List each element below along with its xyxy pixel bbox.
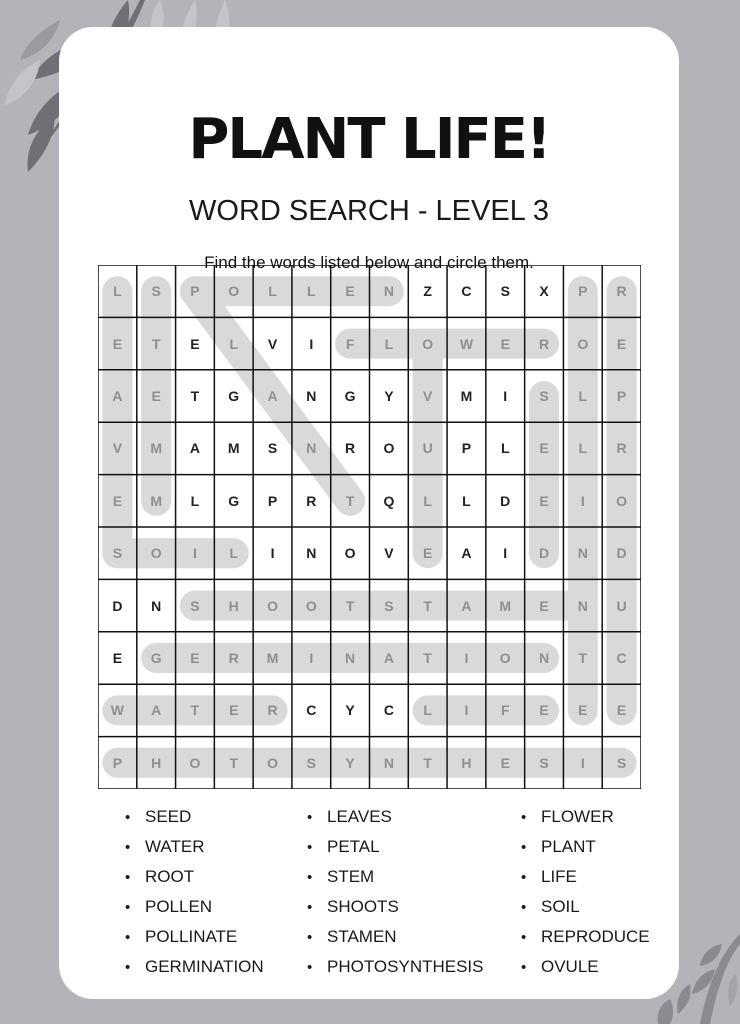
- grid-letter-cell[interactable]: M: [150, 492, 162, 509]
- grid-letter-cell[interactable]: A: [267, 387, 278, 404]
- grid-letter-cell[interactable]: S: [151, 283, 161, 300]
- grid-letter-cell[interactable]: R: [228, 649, 239, 666]
- grid-letter-cell[interactable]: T: [423, 649, 432, 666]
- grid-letter-cell[interactable]: O: [383, 440, 395, 457]
- grid-letter-cell[interactable]: D: [112, 597, 123, 614]
- grid-letter-cell[interactable]: O: [267, 597, 278, 614]
- grid-letter-cell[interactable]: E: [500, 335, 510, 352]
- grid-letter-cell[interactable]: I: [464, 702, 469, 719]
- grid-letter-cell[interactable]: D: [500, 492, 511, 509]
- grid-letter-cell[interactable]: E: [151, 387, 161, 404]
- letter-grid: [98, 265, 641, 789]
- grid-letter-cell[interactable]: N: [383, 754, 394, 771]
- list-item: • OVULE: [521, 957, 599, 976]
- grid-letter-cell[interactable]: F: [500, 702, 510, 719]
- grid-letter-cell[interactable]: G: [228, 387, 240, 404]
- list-item: • POLLINATE: [125, 927, 238, 946]
- grid-letter-cell[interactable]: O: [305, 597, 317, 614]
- grid-letter-cell[interactable]: L: [113, 283, 122, 300]
- grid-letter-cell[interactable]: E: [539, 702, 549, 719]
- grid-letter-cell[interactable]: P: [190, 283, 200, 300]
- grid-letter-cell[interactable]: R: [616, 440, 627, 457]
- grid-letter-cell[interactable]: S: [190, 597, 200, 614]
- grid-letter-cell[interactable]: S: [539, 387, 549, 404]
- grid-letter-cell[interactable]: C: [306, 702, 317, 719]
- grid-letter-cell[interactable]: L: [229, 335, 239, 352]
- grid-letter-cell[interactable]: L: [268, 283, 277, 300]
- grid-letter-cell[interactable]: I: [580, 492, 585, 509]
- word-list-column-2: [307, 805, 484, 985]
- list-item: • POLLEN: [125, 897, 213, 916]
- grid-letter-cell[interactable]: T: [229, 754, 239, 771]
- list-item: • PHOTOSYNTHESIS: [307, 957, 484, 976]
- grid-letter-cell[interactable]: E: [578, 702, 588, 719]
- grid-letter-cell[interactable]: V: [423, 387, 433, 404]
- grid-letter-cell[interactable]: A: [383, 649, 394, 666]
- grid-letter-cell[interactable]: V: [267, 335, 278, 352]
- list-item: • GERMINATION: [125, 957, 264, 976]
- grid-letter-cell[interactable]: L: [500, 440, 510, 457]
- list-item: • SOIL: [521, 897, 580, 916]
- grid-letter-cell[interactable]: O: [344, 545, 356, 562]
- grid-letter-cell[interactable]: L: [578, 440, 588, 457]
- instructions-text: Find the words listed below and circle them.: [204, 253, 534, 272]
- grid-letter-cell[interactable]: L: [307, 283, 316, 300]
- word-list: [125, 805, 665, 985]
- grid-letter-cell[interactable]: O: [267, 754, 278, 771]
- grid-letter-cell[interactable]: L: [229, 545, 239, 562]
- grid-letter-cell[interactable]: I: [309, 649, 314, 666]
- grid-letter-cell[interactable]: G: [228, 492, 240, 509]
- grid-letter-cell[interactable]: E: [539, 440, 549, 457]
- grid-letter-cell[interactable]: L: [384, 335, 394, 352]
- grid-letter-cell[interactable]: H: [151, 754, 162, 771]
- grid-letter-cell[interactable]: P: [616, 387, 627, 404]
- grid-letter-cell[interactable]: I: [580, 754, 585, 771]
- grid-letter-cell[interactable]: X: [539, 283, 549, 300]
- grid-letter-cell[interactable]: E: [539, 597, 549, 614]
- grid-letter-cell[interactable]: T: [423, 754, 432, 771]
- grid-letter-cell[interactable]: R: [345, 440, 356, 457]
- grid-letter-cell[interactable]: R: [616, 283, 627, 300]
- list-item: • PETAL: [307, 837, 380, 856]
- grid-letter-cell[interactable]: A: [112, 387, 123, 404]
- grid-letter-cell[interactable]: S: [616, 754, 627, 771]
- grid-letter-cell[interactable]: U: [616, 597, 627, 614]
- grid-letter-cell[interactable]: H: [228, 597, 239, 614]
- grid-letter-cell[interactable]: M: [499, 597, 512, 614]
- grid-letter-cell[interactable]: T: [190, 387, 200, 404]
- grid-letter-cell[interactable]: A: [461, 597, 472, 614]
- list-item: • PLANT: [521, 837, 596, 856]
- grid-letter-cell[interactable]: I: [193, 545, 197, 562]
- grid-letter-cell[interactable]: U: [422, 440, 433, 457]
- list-item: • LIFE: [521, 867, 577, 886]
- grid-letter-cell[interactable]: P: [267, 492, 278, 509]
- grid-letter-cell[interactable]: G: [150, 649, 162, 666]
- grid-letter-cell[interactable]: E: [190, 335, 200, 352]
- grid-letter-cell[interactable]: A: [461, 545, 472, 562]
- list-item: • STAMEN: [307, 927, 397, 946]
- list-item: • WATER: [125, 837, 205, 856]
- grid-letter-cell[interactable]: V: [384, 545, 394, 562]
- grid-letter-cell[interactable]: I: [270, 545, 275, 562]
- grid-letter-cell[interactable]: N: [151, 597, 162, 614]
- grid-letter-cell[interactable]: O: [577, 335, 589, 352]
- list-item: • SHOOTS: [307, 897, 399, 916]
- grid-letter-cell[interactable]: O: [499, 649, 511, 666]
- list-item: • STEM: [307, 867, 375, 886]
- grid-letter-cell[interactable]: T: [151, 335, 161, 352]
- grid-letter-cell[interactable]: N: [306, 545, 317, 562]
- list-item: • FLOWER: [521, 807, 614, 826]
- grid-letter-cell[interactable]: I: [503, 545, 508, 562]
- grid-letter-cell[interactable]: L: [578, 387, 588, 404]
- grid-letter-cell[interactable]: E: [112, 649, 123, 666]
- grid-letter-cell[interactable]: D: [538, 545, 550, 562]
- grid-letter-cell[interactable]: I: [503, 387, 508, 404]
- grid-letter-cell[interactable]: I: [309, 335, 314, 352]
- grid-letter-cell[interactable]: E: [229, 702, 239, 719]
- grid-letter-cell[interactable]: M: [460, 387, 473, 404]
- grid-letter-cell[interactable]: E: [500, 754, 510, 771]
- grid-letter-cell[interactable]: C: [616, 649, 627, 666]
- grid-letter-cell[interactable]: M: [227, 440, 240, 457]
- grid-letter-cell[interactable]: N: [306, 440, 317, 457]
- grid-letter-cell[interactable]: C: [461, 283, 472, 300]
- grid-letter-cell[interactable]: L: [423, 702, 432, 719]
- word-list-column-1: [125, 805, 264, 985]
- grid-letter-cell[interactable]: E: [616, 335, 627, 352]
- grid-letter-cell[interactable]: P: [461, 440, 472, 457]
- grid-letter-cell[interactable]: N: [383, 283, 394, 300]
- grid-letter-cell[interactable]: P: [112, 754, 123, 771]
- grid-letter-cell[interactable]: O: [422, 335, 434, 352]
- grid-letter-cell[interactable]: S: [267, 440, 278, 457]
- grid-letter-cell[interactable]: A: [151, 702, 162, 719]
- grid-letter-cell[interactable]: T: [578, 649, 588, 666]
- grid-letter-cell[interactable]: Y: [345, 754, 355, 771]
- grid-letter-cell[interactable]: O: [189, 754, 201, 771]
- grid-letter-cell[interactable]: T: [423, 597, 432, 614]
- grid-letter-cell[interactable]: S: [539, 754, 549, 771]
- list-item: • SEED: [125, 807, 192, 826]
- grid-letter-cell[interactable]: P: [578, 283, 588, 300]
- grid-letter-cell[interactable]: S: [306, 754, 316, 771]
- page-title: PLANT LIFE!: [188, 107, 550, 172]
- grid-letter-cell[interactable]: N: [538, 649, 550, 666]
- grid-letter-cell[interactable]: R: [306, 492, 317, 509]
- grid-letter-cell[interactable]: E: [423, 545, 433, 562]
- grid-letter-cell[interactable]: G: [344, 387, 356, 404]
- grid-letter-cell[interactable]: W: [110, 702, 124, 719]
- grid-letter-cell[interactable]: Y: [345, 702, 355, 719]
- grid-letter-cell[interactable]: N: [306, 387, 317, 404]
- grid-letter-cell[interactable]: H: [461, 754, 472, 771]
- grid-letter-cell[interactable]: L: [423, 492, 432, 509]
- list-item: • REPRODUCE: [521, 927, 650, 946]
- grid-letter-cell[interactable]: T: [190, 702, 200, 719]
- grid-letter-cell[interactable]: Q: [383, 492, 395, 509]
- grid-letter-cell[interactable]: O: [228, 283, 240, 300]
- word-list-column-3: [521, 805, 650, 985]
- grid-letter-cell[interactable]: L: [190, 492, 200, 509]
- grid-letter-cell[interactable]: W: [459, 335, 474, 352]
- grid-letter-cell[interactable]: M: [150, 440, 162, 457]
- grid-letter-cell[interactable]: O: [616, 492, 628, 509]
- grid-letter-cell[interactable]: C: [383, 702, 394, 719]
- grid-letter-cell[interactable]: L: [462, 492, 471, 509]
- grid-letter-cell[interactable]: F: [345, 335, 355, 352]
- grid-letter-cell[interactable]: E: [616, 702, 627, 719]
- grid-letter-cell[interactable]: R: [538, 335, 550, 352]
- page-subtitle: WORD SEARCH - LEVEL 3: [189, 195, 549, 227]
- grid-letter-cell[interactable]: S: [500, 283, 510, 300]
- grid-letter-cell[interactable]: T: [345, 597, 355, 614]
- grid-letter-cell[interactable]: N: [577, 545, 588, 562]
- grid-letter-cell[interactable]: D: [616, 545, 627, 562]
- grid-letter-cell[interactable]: O: [150, 545, 162, 562]
- grid-letter-cell[interactable]: T: [345, 492, 355, 509]
- grid-letter-cell[interactable]: S: [384, 597, 394, 614]
- grid-letter-cell[interactable]: E: [112, 492, 123, 509]
- grid-letter-cell[interactable]: N: [345, 649, 356, 666]
- grid-letter-cell[interactable]: R: [267, 702, 278, 719]
- grid-letter-cell[interactable]: A: [189, 440, 201, 457]
- grid-letter-cell[interactable]: N: [577, 597, 588, 614]
- grid-letter-cell[interactable]: E: [345, 283, 355, 300]
- grid-letter-cell[interactable]: S: [112, 545, 123, 562]
- word-search-grid: [98, 265, 641, 789]
- list-item: • ROOT: [125, 867, 195, 886]
- grid-letter-cell[interactable]: E: [112, 335, 123, 352]
- grid-letter-cell[interactable]: M: [266, 649, 279, 666]
- grid-letter-cell[interactable]: V: [112, 440, 123, 457]
- grid-letter-cell[interactable]: E: [190, 649, 200, 666]
- grid-letter-cell[interactable]: I: [464, 649, 469, 666]
- grid-letter-cell[interactable]: Y: [384, 387, 394, 404]
- grid-letter-cell[interactable]: Z: [423, 283, 432, 300]
- grid-letter-cell[interactable]: E: [539, 492, 549, 509]
- list-item: • LEAVES: [307, 807, 392, 826]
